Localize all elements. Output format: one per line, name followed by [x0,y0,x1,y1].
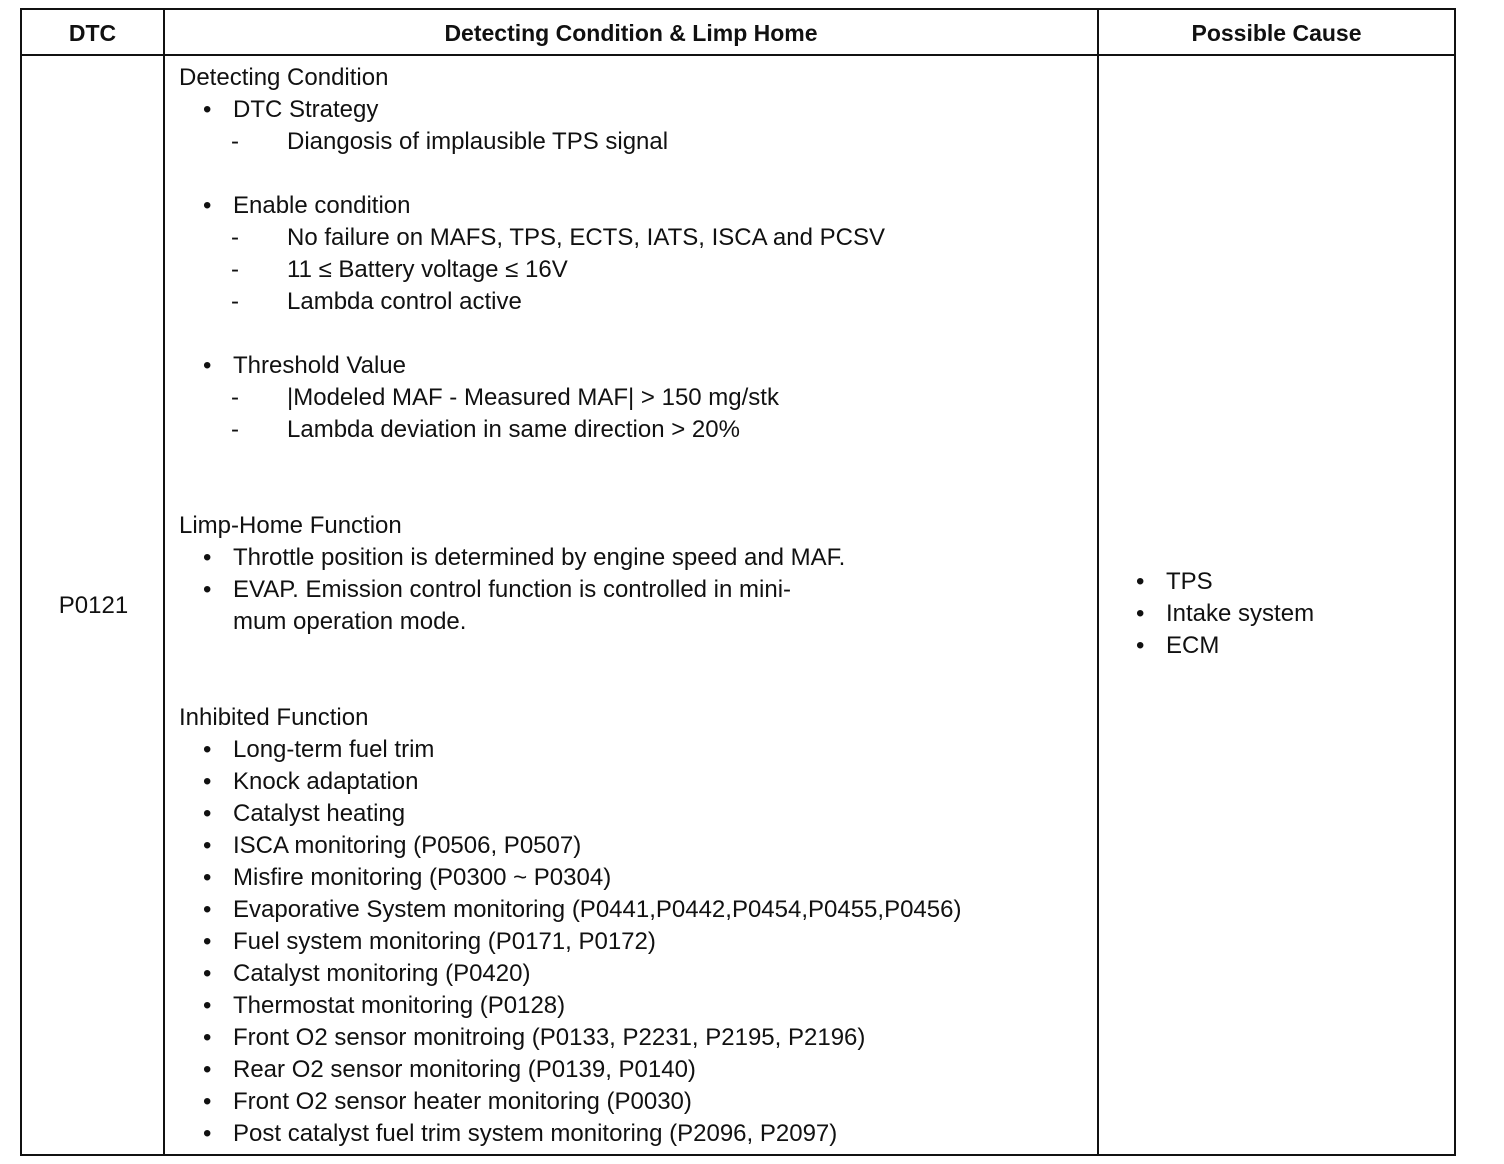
inhibited-item: • Rear O2 sensor monitoring (P0139, P0140) [203,1056,696,1083]
group-item: - Lambda control active [231,288,522,315]
dtc-code: P0121 [58,592,129,619]
limp-home-item: • Throttle position is determined by engine speed and MAF. [203,544,846,571]
group-heading: • Enable condition [203,192,411,219]
group-item: - 11 ≤ Battery voltage ≤ 16V [231,256,568,283]
limp-home-item: • EVAP. Emission control function is controlled in mini- [203,576,792,603]
group-item: - Diangosis of implausible TPS signal [231,128,669,155]
column-divider [1097,10,1099,1154]
limp-home-item-continued: mum operation mode. [233,608,467,635]
cause-item: • TPS [1136,568,1213,595]
header-detecting-condition: Detecting Condition & Limp Home [444,19,818,46]
inhibited-item: • Evaporative System monitoring (P0441,P0442,P0454,P0455,P0456) [203,896,962,923]
possible-cause-cell [1136,566,1314,662]
group-item: - Lambda deviation in same direction > 20% [231,416,740,443]
group-heading: • DTC Strategy [203,96,379,123]
inhibited-item: • Fuel system monitoring (P0171, P0172) [203,928,656,955]
inhibited-item: • Front O2 sensor monitroing (P0133, P2231, P2195, P2196) [203,1024,866,1051]
inhibited-item: • Post catalyst fuel trim system monitoring (P2096, P2097) [203,1120,838,1147]
inhibited-item: • Long-term fuel trim [203,736,435,763]
inhibited-item: • Misfire monitoring (P0300 ~ P0304) [203,864,612,891]
inhibited-item: • Thermostat monitoring (P0128) [203,992,566,1019]
detecting-condition-cell [179,62,961,1150]
limp-home-title: Limp-Home Function [179,512,402,539]
dtc-table [20,8,1456,1156]
inhibited-function-title: Inhibited Function [179,704,369,731]
header-possible-cause: Possible Cause [1191,19,1362,46]
group-heading: • Threshold Value [203,352,406,379]
group-item: - |Modeled MAF - Measured MAF| > 150 mg/stk [231,384,779,411]
inhibited-item: • Catalyst heating [203,800,406,827]
group-item: - No failure on MAFS, TPS, ECTS, IATS, ISCA and PCSV [231,224,885,251]
inhibited-item: • ISCA monitoring (P0506, P0507) [203,832,582,859]
inhibited-item: • Knock adaptation [203,768,419,795]
header-dtc: DTC [68,19,117,46]
inhibited-item: • Catalyst monitoring (P0420) [203,960,531,987]
detecting-condition-title: Detecting Condition [179,64,389,91]
cause-item: • ECM [1136,632,1220,659]
cause-item: • Intake system [1136,600,1315,627]
inhibited-item: • Front O2 sensor heater monitoring (P0030) [203,1088,692,1115]
